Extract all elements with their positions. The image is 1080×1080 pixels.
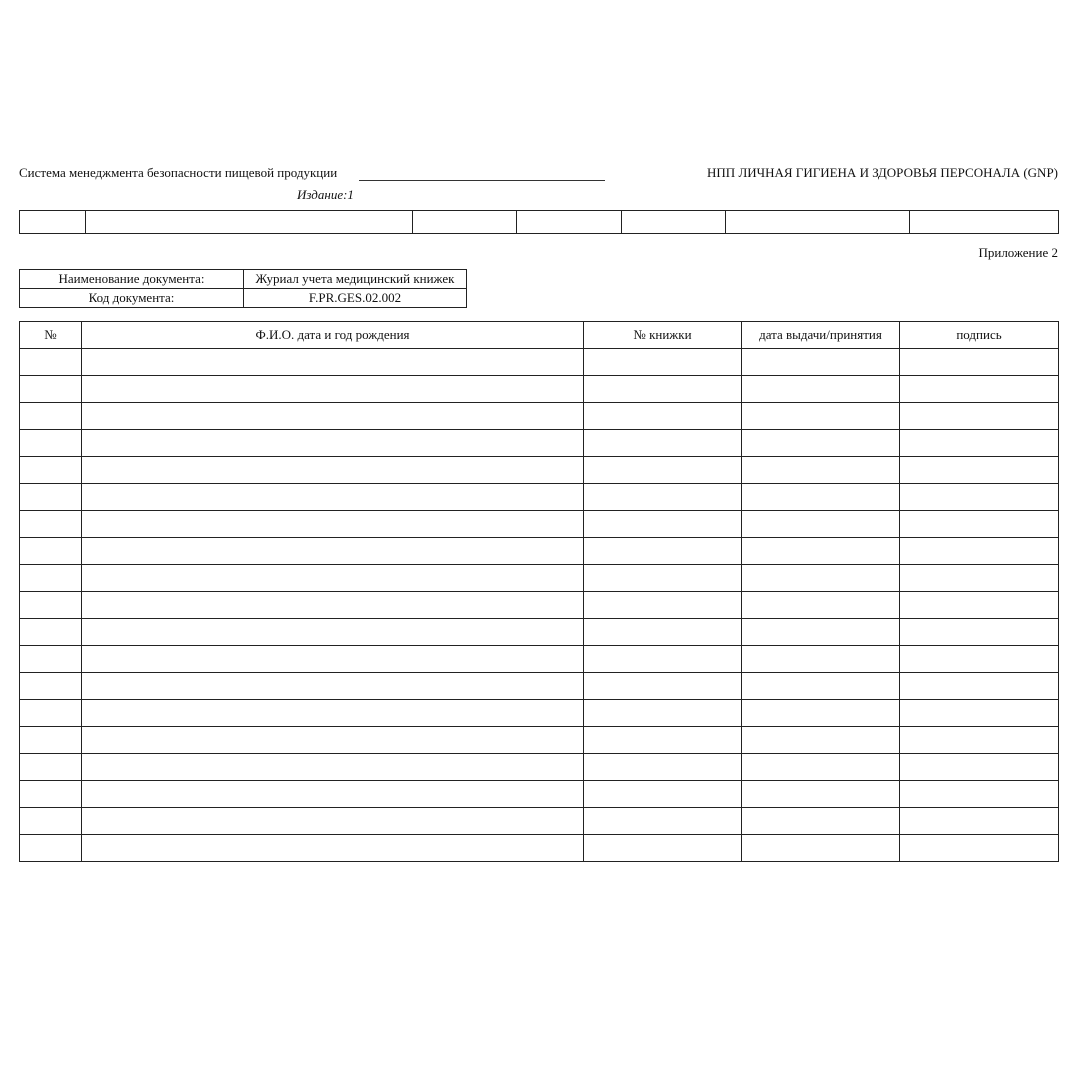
header-strip-cell xyxy=(20,211,86,234)
header-strip-cell xyxy=(726,211,910,234)
issue-date-cell[interactable] xyxy=(742,457,900,484)
row-number-cell[interactable] xyxy=(20,376,82,403)
signature-cell[interactable] xyxy=(900,511,1059,538)
table-row xyxy=(20,619,1059,646)
book-number-cell[interactable] xyxy=(584,781,742,808)
document-info-table xyxy=(19,269,467,308)
signature-cell[interactable] xyxy=(900,835,1059,862)
npp-title: НПП ЛИЧНАЯ ГИГИЕНА И ЗДОРОВЬЯ ПЕРСОНАЛА (GNP) xyxy=(707,165,1058,180)
issue-date-cell[interactable] xyxy=(742,673,900,700)
book-number-cell[interactable] xyxy=(584,727,742,754)
row-number-cell[interactable] xyxy=(20,511,82,538)
table-row xyxy=(20,484,1059,511)
name-cell[interactable] xyxy=(82,592,584,619)
issue-date-cell[interactable] xyxy=(742,727,900,754)
system-title: Система менеджмента безопасности пищевой продукции xyxy=(19,165,338,180)
book-number-cell[interactable] xyxy=(584,538,742,565)
header-strip-cell xyxy=(517,211,622,234)
appendix-label: Приложение 2 xyxy=(978,245,1058,260)
signature-cell[interactable] xyxy=(900,457,1059,484)
table-row xyxy=(20,349,1059,376)
row-number-cell[interactable] xyxy=(20,835,82,862)
doc-name-value: Журиал учета медицинский книжек xyxy=(244,270,467,289)
header-strip-cell xyxy=(86,211,413,234)
header-strip-cell xyxy=(413,211,517,234)
issue-date-cell[interactable] xyxy=(742,781,900,808)
signature-cell[interactable] xyxy=(900,376,1059,403)
book-number-cell[interactable] xyxy=(584,565,742,592)
issue-date-cell[interactable] xyxy=(742,700,900,727)
table-row xyxy=(20,430,1059,457)
row-number-cell[interactable] xyxy=(20,538,82,565)
doc-name-row xyxy=(20,270,467,289)
name-cell[interactable] xyxy=(82,565,584,592)
table-row xyxy=(20,835,1059,862)
row-number-cell[interactable] xyxy=(20,430,82,457)
issue-date-cell[interactable] xyxy=(742,403,900,430)
issue-date-cell[interactable] xyxy=(742,754,900,781)
signature-cell[interactable] xyxy=(900,484,1059,511)
table-row xyxy=(20,646,1059,673)
issue-date-cell[interactable] xyxy=(742,835,900,862)
doc-name-label: Наименование документа: xyxy=(20,270,244,289)
book-number-cell[interactable] xyxy=(584,808,742,835)
row-number-cell[interactable] xyxy=(20,673,82,700)
issue-date-cell[interactable] xyxy=(742,592,900,619)
row-number-cell[interactable] xyxy=(20,565,82,592)
table-row xyxy=(20,673,1059,700)
table-row xyxy=(20,727,1059,754)
signature-cell[interactable] xyxy=(900,700,1059,727)
book-number-cell[interactable] xyxy=(584,700,742,727)
row-number-cell[interactable] xyxy=(20,403,82,430)
name-cell[interactable] xyxy=(82,376,584,403)
system-title-underline xyxy=(359,180,605,181)
book-number-cell[interactable] xyxy=(584,511,742,538)
name-cell[interactable] xyxy=(82,754,584,781)
book-number-cell[interactable] xyxy=(584,349,742,376)
book-number-cell[interactable] xyxy=(584,835,742,862)
header-strip-cell xyxy=(910,211,1059,234)
signature-cell[interactable] xyxy=(900,673,1059,700)
row-number-cell[interactable] xyxy=(20,727,82,754)
name-cell[interactable] xyxy=(82,484,584,511)
journal-header-row xyxy=(20,322,1059,349)
row-number-cell[interactable] xyxy=(20,592,82,619)
name-cell[interactable] xyxy=(82,457,584,484)
signature-cell[interactable] xyxy=(900,349,1059,376)
name-cell[interactable] xyxy=(82,511,584,538)
table-row xyxy=(20,538,1059,565)
issue-date-cell[interactable] xyxy=(742,808,900,835)
row-number-cell[interactable] xyxy=(20,646,82,673)
name-cell[interactable] xyxy=(82,349,584,376)
doc-code-row xyxy=(20,289,467,308)
issue-date-cell[interactable] xyxy=(742,565,900,592)
table-row xyxy=(20,565,1059,592)
issue-date-cell[interactable] xyxy=(742,646,900,673)
issue-date-cell[interactable] xyxy=(742,430,900,457)
signature-cell[interactable] xyxy=(900,808,1059,835)
table-row xyxy=(20,808,1059,835)
row-number-cell[interactable] xyxy=(20,781,82,808)
name-cell[interactable] xyxy=(82,430,584,457)
signature-cell[interactable] xyxy=(900,565,1059,592)
signature-cell[interactable] xyxy=(900,754,1059,781)
table-row xyxy=(20,592,1059,619)
table-row xyxy=(20,754,1059,781)
row-number-cell[interactable] xyxy=(20,484,82,511)
journal-body xyxy=(20,349,1059,862)
name-cell[interactable] xyxy=(82,808,584,835)
book-number-cell[interactable] xyxy=(584,754,742,781)
book-number-cell[interactable] xyxy=(584,592,742,619)
header-strip-cell xyxy=(622,211,726,234)
row-number-cell[interactable] xyxy=(20,349,82,376)
book-number-cell[interactable] xyxy=(584,619,742,646)
issue-date-cell[interactable] xyxy=(742,349,900,376)
row-number-cell[interactable] xyxy=(20,754,82,781)
journal-table xyxy=(19,321,1059,862)
book-number-cell[interactable] xyxy=(584,457,742,484)
table-row xyxy=(20,403,1059,430)
col-issue-date-header: дата выдачи/принятия xyxy=(742,322,900,349)
row-number-cell[interactable] xyxy=(20,619,82,646)
issue-date-cell[interactable] xyxy=(742,538,900,565)
issue-date-cell[interactable] xyxy=(742,376,900,403)
table-row xyxy=(20,511,1059,538)
doc-code-label: Код документа: xyxy=(20,289,244,308)
signature-cell[interactable] xyxy=(900,727,1059,754)
book-number-cell[interactable] xyxy=(584,646,742,673)
name-cell[interactable] xyxy=(82,673,584,700)
signature-cell[interactable] xyxy=(900,619,1059,646)
name-cell[interactable] xyxy=(82,538,584,565)
signature-cell[interactable] xyxy=(900,538,1059,565)
name-cell[interactable] xyxy=(82,727,584,754)
header-strip-row xyxy=(20,211,1059,234)
table-row xyxy=(20,781,1059,808)
issue-date-cell[interactable] xyxy=(742,511,900,538)
row-number-cell[interactable] xyxy=(20,808,82,835)
book-number-cell[interactable] xyxy=(584,430,742,457)
col-number-header: № xyxy=(20,322,82,349)
book-number-cell[interactable] xyxy=(584,673,742,700)
name-cell[interactable] xyxy=(82,646,584,673)
name-cell[interactable] xyxy=(82,700,584,727)
edition-label: Издание:1 xyxy=(297,187,354,202)
book-number-cell[interactable] xyxy=(584,376,742,403)
table-row xyxy=(20,376,1059,403)
name-cell[interactable] xyxy=(82,781,584,808)
book-number-cell[interactable] xyxy=(584,403,742,430)
signature-cell[interactable] xyxy=(900,592,1059,619)
table-row xyxy=(20,457,1059,484)
issue-date-cell[interactable] xyxy=(742,619,900,646)
signature-cell[interactable] xyxy=(900,403,1059,430)
signature-cell[interactable] xyxy=(900,781,1059,808)
doc-code-value: F.PR.GES.02.002 xyxy=(244,289,467,308)
col-book-number-header: № книжки xyxy=(584,322,742,349)
signature-cell[interactable] xyxy=(900,646,1059,673)
name-cell[interactable] xyxy=(82,619,584,646)
issue-date-cell[interactable] xyxy=(742,484,900,511)
header-strip-table xyxy=(19,210,1059,234)
row-number-cell[interactable] xyxy=(20,700,82,727)
name-cell[interactable] xyxy=(82,835,584,862)
table-row xyxy=(20,700,1059,727)
col-name-header: Ф.И.О. дата и год рождения xyxy=(82,322,584,349)
row-number-cell[interactable] xyxy=(20,457,82,484)
name-cell[interactable] xyxy=(82,403,584,430)
book-number-cell[interactable] xyxy=(584,484,742,511)
col-signature-header: подпись xyxy=(900,322,1059,349)
signature-cell[interactable] xyxy=(900,430,1059,457)
